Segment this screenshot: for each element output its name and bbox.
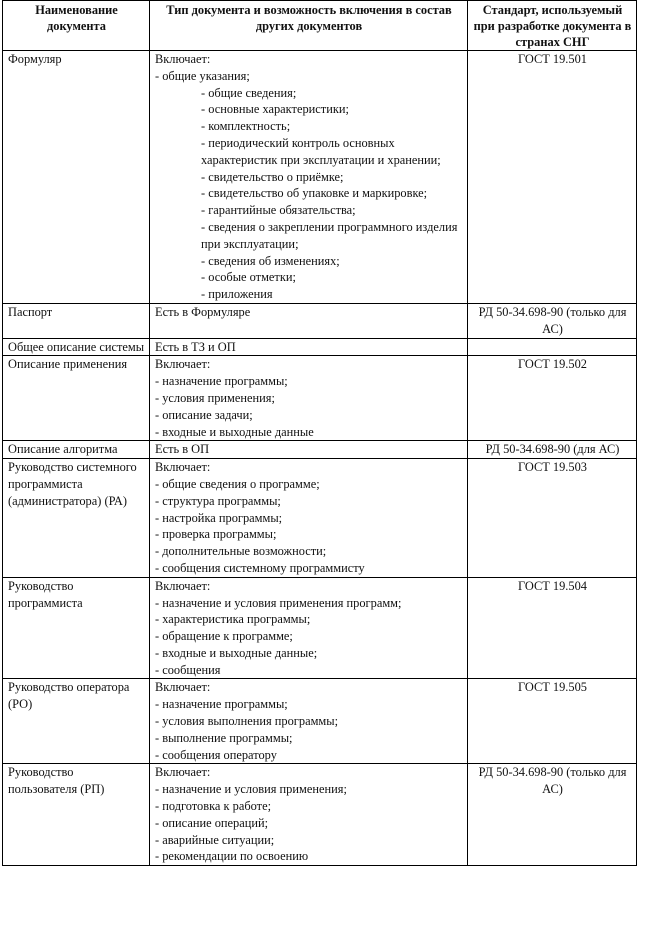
table-row <box>3 764 637 866</box>
contents-line: - рекомендации по освоению <box>155 849 309 864</box>
contents-line: - общие сведения; <box>201 85 297 100</box>
document-name-cell: Описание алгоритма <box>3 441 150 459</box>
standard-cell: ГОСТ 19.503 <box>468 459 637 578</box>
contents-line: - комплектность; <box>201 119 291 134</box>
standard-cell: РД 50-34.698-90 (для АС) <box>468 441 637 459</box>
document-contents-cell <box>150 459 468 578</box>
standard-cell: ГОСТ 19.501 <box>468 51 637 304</box>
document-contents-cell <box>150 577 468 679</box>
standard-cell <box>468 338 637 356</box>
contents-line: Включает: <box>155 460 211 475</box>
table-row <box>3 441 637 459</box>
document-name-cell: Руководство программиста <box>3 577 150 679</box>
table-row <box>3 577 637 679</box>
contents-line: - условия применения; <box>155 390 275 405</box>
contents-line: - настройка программы; <box>155 510 283 525</box>
contents-line: - назначение и условия применения программ; <box>155 595 402 610</box>
document-name-cell: Паспорт <box>3 303 150 338</box>
contents-line: - сообщения <box>155 662 221 677</box>
contents-line: - основные характеристики; <box>201 102 349 117</box>
document-name-cell: Руководство оператора (РО) <box>3 679 150 764</box>
contents-line: - аварийные ситуации; <box>155 832 275 847</box>
contents-line: - условия выполнения программы; <box>155 714 339 729</box>
contents-line: - назначение программы; <box>155 697 288 712</box>
contents-line: Включает: <box>155 680 211 695</box>
contents-line: - сообщения системному программисту <box>155 560 365 575</box>
contents-line: - обращение к программе; <box>155 629 293 644</box>
contents-line: - общие указания; <box>155 68 250 83</box>
documents-table <box>2 0 637 866</box>
document-contents-cell <box>150 679 468 764</box>
contents-line: - структура программы; <box>155 493 281 508</box>
document-name-cell: Руководство пользователя (РП) <box>3 764 150 866</box>
table-row <box>3 51 637 304</box>
document-contents-cell <box>150 303 468 338</box>
table-row <box>3 679 637 764</box>
contents-line: - назначение программы; <box>155 374 288 389</box>
header-standard: Стандарт, используемый при разработке документа в странах СНГ <box>468 1 637 51</box>
header-row <box>3 1 637 51</box>
contents-line: - сведения о закреплении программного изделия при эксплуатации; <box>201 219 458 251</box>
contents-line: Включает: <box>155 357 211 372</box>
contents-line: - периодический контроль основных характеристик при эксплуатации и хранении; <box>201 135 441 167</box>
contents-line: - свидетельство о приёмке; <box>201 169 344 184</box>
contents-line: - входные и выходные данные; <box>155 645 318 660</box>
standard-cell: ГОСТ 19.502 <box>468 356 637 441</box>
document-contents-cell <box>150 441 468 459</box>
standard-cell: РД 50-34.698-90 (только для АС) <box>468 764 637 866</box>
contents-line: - гарантийные обязательства; <box>201 203 356 218</box>
contents-line: - входные и выходные данные <box>155 424 314 439</box>
standard-cell: РД 50-34.698-90 (только для АС) <box>468 303 637 338</box>
header-name: Наименование документа <box>3 1 150 51</box>
contents-line: - свидетельство об упаковке и маркировке; <box>201 186 428 201</box>
contents-line: Включает: <box>155 578 211 593</box>
document-contents-cell <box>150 338 468 356</box>
contents-line: - описание операций; <box>155 815 269 830</box>
document-contents-cell <box>150 764 468 866</box>
header-type: Тип документа и возможность включения в состав других документов <box>150 1 468 51</box>
contents-line: - описание задачи; <box>155 407 253 422</box>
table-row <box>3 356 637 441</box>
contents-line: - сведения об изменениях; <box>201 253 340 268</box>
contents-line: - сообщения оператору <box>155 747 277 762</box>
contents-line: - дополнительные возможности; <box>155 544 327 559</box>
standard-cell: ГОСТ 19.504 <box>468 577 637 679</box>
table-row <box>3 338 637 356</box>
document-name-cell: Формуляр <box>3 51 150 304</box>
document-contents-cell <box>150 51 468 304</box>
document-name-cell: Руководство системного программиста (администратора) (РА) <box>3 459 150 578</box>
contents-line: - назначение и условия применения; <box>155 782 347 797</box>
contents-line: Включает: <box>155 52 211 66</box>
contents-line: Есть в ОП <box>155 442 210 457</box>
standard-cell: ГОСТ 19.505 <box>468 679 637 764</box>
contents-line: Включает: <box>155 765 211 780</box>
table-row <box>3 459 637 578</box>
document-name-cell: Общее описание системы <box>3 338 150 356</box>
document-name-cell: Описание применения <box>3 356 150 441</box>
contents-line: - выполнение программы; <box>155 730 293 745</box>
contents-line: - особые отметки; <box>201 270 296 285</box>
table-row <box>3 303 637 338</box>
contents-line: - характеристика программы; <box>155 612 311 627</box>
contents-line: - проверка программы; <box>155 527 277 542</box>
contents-line: - общие сведения о программе; <box>155 476 320 491</box>
contents-line: - подготовка к работе; <box>155 799 272 814</box>
contents-line: - приложения <box>201 287 273 302</box>
contents-line: Есть в ТЗ и ОП <box>155 339 236 354</box>
contents-line: Есть в Формуляре <box>155 304 251 319</box>
document-contents-cell <box>150 356 468 441</box>
